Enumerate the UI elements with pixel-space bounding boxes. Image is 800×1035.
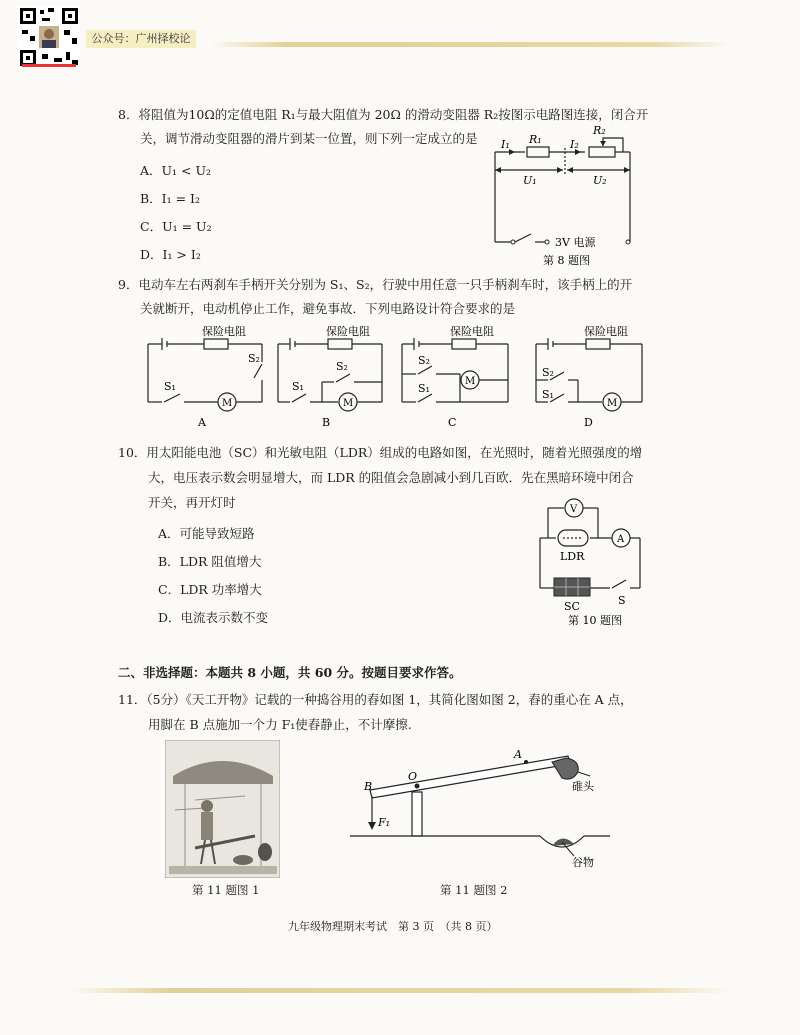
- top-band: [210, 42, 730, 47]
- q9-line2: 关就断开，电动机停止工作，避免事故．下列电路设计符合要求的是: [140, 301, 516, 316]
- q9d-motor-label: M: [607, 398, 618, 409]
- q10-voltmeter-label: V: [570, 504, 578, 515]
- q11-pestle-label: 碓头: [572, 780, 594, 793]
- q9d-option-label: D: [584, 416, 593, 429]
- q10-option-c: C．LDR 功率增大: [158, 582, 262, 597]
- q10-caption: 第 10 题图: [568, 614, 622, 627]
- q8-i1-label: I₁: [501, 138, 510, 151]
- bottom-band: [70, 988, 730, 993]
- q10-circuit-figure: [530, 492, 650, 630]
- qr-code: [18, 6, 80, 68]
- q11-grain-label: 谷物: [572, 856, 594, 869]
- q9c-s1-label: S₁: [418, 382, 430, 395]
- q9-figure-d: [528, 322, 652, 434]
- q8-u2-label: U₂: [593, 174, 607, 187]
- q8-r1-label: R₁: [529, 133, 542, 146]
- q10-option-d: D．电流表示数不变: [158, 610, 269, 625]
- q8-option-a: A．U₁ < U₂: [140, 163, 212, 178]
- q10-ammeter-label: A: [617, 534, 625, 545]
- header-label: 公众号：广州择校论: [86, 30, 196, 48]
- q8-line1: 8．将阻值为10Ω的定值电阻 R₁与最大阻值为 20Ω 的滑动变阻器 R₂按图示电路图连接，闭合开: [118, 107, 649, 122]
- q9b-option-label: B: [322, 416, 331, 429]
- q10-option-b: B．LDR 阻值增大: [158, 554, 262, 569]
- q10-switch-label: S: [618, 594, 626, 607]
- q9d-s1-label: S₁: [542, 388, 554, 401]
- q10-sc-label: SC: [564, 600, 580, 613]
- q11-a-label: A: [514, 748, 522, 761]
- q9a-resistor-label: 保险电阻: [202, 325, 246, 338]
- q10-line1: 10．用太阳能电池（SC）和光敏电阻（LDR）组成的电路如图，在光照时，随着光照强度的增: [118, 445, 643, 460]
- q8-line2: 关，调节滑动变阻器的滑片到某一位置，则下列一定成立的是: [140, 131, 478, 146]
- q9-figure-c: [396, 322, 518, 434]
- q9a-s1-label: S₁: [164, 380, 176, 393]
- q11-figure1-illustration: [165, 740, 280, 878]
- q9b-s1-label: S₁: [292, 380, 304, 393]
- q11-figure2-lever: [340, 742, 620, 878]
- page-footer: 九年级物理期末考试 第 3 页 （共 8 页）: [288, 920, 498, 933]
- q9-line1: 9．电动车左右两刹车手柄开关分别为 S₁、S₂，行驶中用任意一只手柄刹车时，该手柄上的开: [118, 277, 633, 292]
- section-2-title: 二、非选择题：本题共 8 小题，共 60 分。按题目要求作答。: [118, 665, 462, 680]
- q11-f1-label: F₁: [378, 816, 391, 829]
- q8-i2-label: I₂: [570, 138, 579, 151]
- q9d-resistor-label: 保险电阻: [584, 325, 628, 338]
- q9a-s2-label: S₂: [248, 352, 260, 365]
- q10-option-a: A．可能导致短路: [158, 526, 255, 541]
- q9b-s2-label: S₂: [336, 360, 348, 373]
- q10-line3: 开关，再开灯时: [148, 495, 236, 510]
- q8-source-label: 3V 电源: [555, 236, 596, 249]
- q9c-motor-label: M: [465, 376, 476, 387]
- q11-line1: 11．（5分）《天工开物》记载的一种捣谷用的舂如图 1，其简化图如图 2，舂的重心在 A 点，: [118, 692, 633, 707]
- q10-ldr-label: LDR: [560, 550, 585, 563]
- q9b-resistor-label: 保险电阻: [326, 325, 370, 338]
- q11-line2: 用脚在 B 点施加一个力 F₁使舂静止，不计摩擦.: [148, 717, 412, 732]
- q10-line2: 大，电压表示数会明显增大，而 LDR 的阻值会急剧减小到几百欧．先在黑暗环境中闭合: [148, 470, 634, 485]
- q8-caption: 第 8 题图: [543, 254, 590, 267]
- q9a-motor-label: M: [222, 398, 233, 409]
- q11-figure1-caption: 第 11 题图 1: [192, 883, 260, 897]
- q9-figure-a: [140, 322, 272, 434]
- q9c-s2-label: S₂: [418, 354, 430, 367]
- q9-figure-b: [272, 322, 392, 434]
- q8-option-d: D．I₁ > I₂: [140, 247, 201, 262]
- q9a-option-label: A: [198, 416, 206, 429]
- q8-r2-label: R₂: [593, 124, 606, 137]
- q8-option-b: B．I₁ = I₂: [140, 191, 201, 206]
- q8-u1-label: U₁: [523, 174, 537, 187]
- q11-o-label: O: [408, 770, 418, 783]
- q11-figure2-caption: 第 11 题图 2: [440, 883, 508, 897]
- q9b-motor-label: M: [343, 398, 354, 409]
- q9d-s2-label: S₂: [542, 366, 554, 379]
- q8-option-c: C．U₁ = U₂: [140, 219, 212, 234]
- q8-circuit-figure: [485, 120, 655, 270]
- q11-b-label: B: [364, 780, 373, 793]
- q9c-option-label: C: [448, 416, 457, 429]
- q9c-resistor-label: 保险电阻: [450, 325, 494, 338]
